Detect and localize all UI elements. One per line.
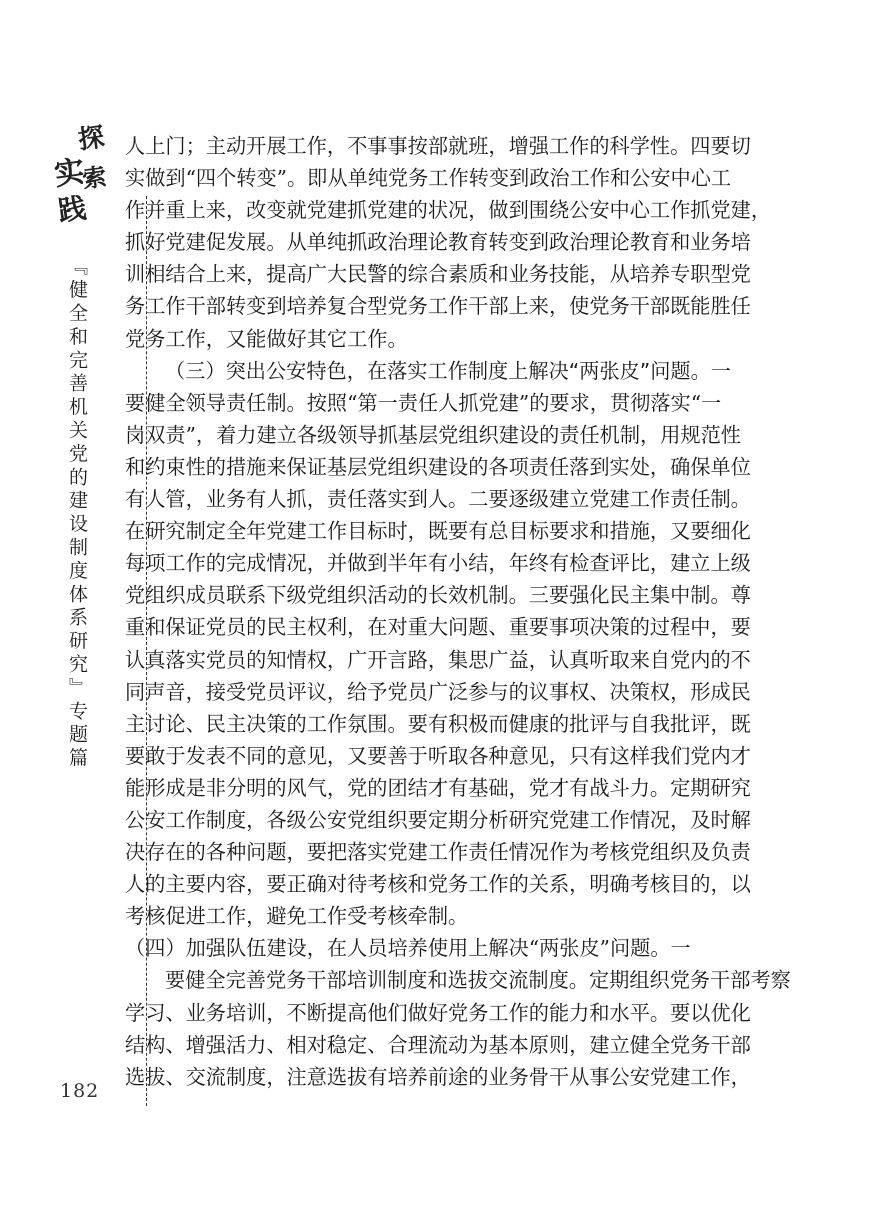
text-line: 考核促进工作，避免工作受考核牵制。 <box>125 904 469 929</box>
text-line: 作并重上来，改变就党建抓党建的状况，做到围绕公安中心工作抓党建， <box>125 198 772 223</box>
text-line: 同声音，接受党员评议，给予党员广泛参与的议事权、决策权，形成民 <box>125 679 751 704</box>
text-line: 有人管，业务有人抓，责任落实到人。二要逐级建立党建工作责任制。 <box>125 487 751 512</box>
logo-char: 索 <box>80 161 109 194</box>
logo-char: 实 <box>52 154 87 193</box>
text-line: 要健全领导责任制。按照“第一责任人抓党建”的要求，贯彻落实“一 <box>125 390 722 415</box>
logo-char: 探 <box>76 122 107 156</box>
text-line: 公安工作制度，各级公安党组织要定期分析研究党建工作情况，及时解 <box>125 807 751 832</box>
text-line: 党组织成员联系下级党组织活动的长效机制。三要强化民主集中制。尊 <box>125 583 751 608</box>
text-line: 和约束性的措施来保证基层党组织建设的各项责任落到实处，确保单位 <box>125 454 751 479</box>
text-line: 实做到“四个转变”。即从单纯党务工作转变到政治工作和公安中心工 <box>125 166 732 191</box>
body-text <box>125 130 791 1093</box>
section-heading-3: （三）突出公安特色，在落实工作制度上解决“两张皮”问题。一 <box>165 358 731 383</box>
text-line: 岗双责”，着力建立各级领导抓基层党组织建设的责任机制，用规范性 <box>125 422 741 447</box>
text-line: 抓好党建促发展。从单纯抓政治理论教育转变到政治理论教育和业务培 <box>125 230 751 255</box>
text-line: 能形成是非分明的风气，党的团结才有基础，党才有战斗力。定期研究 <box>125 775 751 800</box>
page-number: 182 <box>60 1080 100 1102</box>
text-line: 每项工作的完成情况，并做到半年有小结，年终有检查评比，建立上级 <box>125 551 751 576</box>
text-line: 在研究制定全年党建工作目标时，既要有总目标要求和措施，又要细化 <box>125 519 751 544</box>
text-line: 人的主要内容，要正确对待考核和党务工作的关系，明确考核目的，以 <box>125 872 751 897</box>
text-line: 主讨论、民主决策的工作氛围。要有积极而健康的批评与自我批评，既 <box>125 711 751 736</box>
text-line: 认真落实党员的知情权，广开言路，集思广益，认真听取来自党内的不 <box>125 647 751 672</box>
text-line: 人上门；主动开展工作，不事事按部就班，增强工作的科学性。四要切 <box>125 134 751 158</box>
text-line: （四）加强队伍建设，在人员培养使用上解决“两张皮”问题。一 <box>125 936 691 961</box>
text-line: 务工作干部转变到培养复合型党务工作干部上来，使党务干部既能胜任 <box>125 294 751 319</box>
text-line: 要敢于发表不同的意见，又要善于听取各种意见，只有这样我们党内才 <box>125 743 751 768</box>
text-line: 学习、业务培训，不断提高他们做好党务工作的能力和水平。要以优化 <box>125 1000 751 1025</box>
text-line: 结构、增强活力、相对稳定、合理流动为基本原则，建立健全党务干部 <box>125 1032 751 1057</box>
text-line: 选拔、交流制度，注意选拔有培养前途的业务骨干从事公安党建工作， <box>125 1064 751 1089</box>
section-title: 『健全和完善机关党的建设制度体系研究』专题篇 <box>66 256 88 771</box>
section-heading-4: 要健全完善党务干部培训制度和选拔交流制度。定期组织党务干部考察 <box>165 968 791 993</box>
sidebar <box>52 118 110 1108</box>
section-logo <box>52 118 108 230</box>
text-line: 训相结合上来，提高广大民警的综合素质和业务技能，从培养专职型党 <box>125 262 751 287</box>
text-line: 重和保证党员的民主权利，在对重大问题、重要事项决策的过程中，要 <box>125 615 751 640</box>
logo-char: 践 <box>56 191 89 228</box>
text-line: 党务工作，又能做好其它工作。 <box>125 326 408 351</box>
text-line: 决存在的各种问题，要把落实党建工作责任情况作为考核党组织及负责 <box>125 840 751 865</box>
